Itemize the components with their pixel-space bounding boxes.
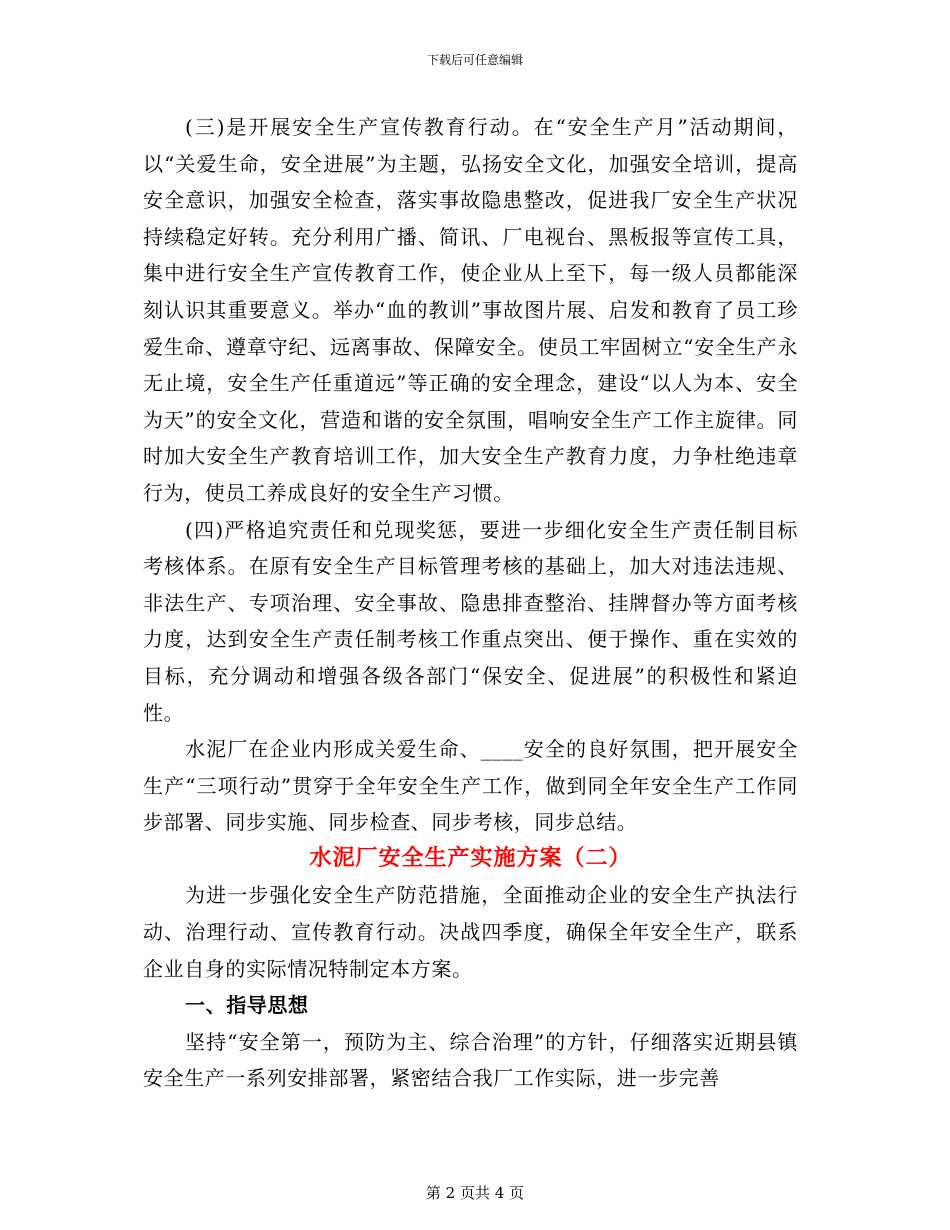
heading-guiding-ideology: 一、指导思想 [185, 993, 309, 1018]
page-footer: 第 2 页共 4 页 [425, 1184, 525, 1202]
section-title: 水泥厂安全生产实施方案（二） [309, 845, 632, 871]
paragraph-guiding-ideology: 坚持“安全第一，预防为主、综合治理”的方针，仔细落实近期县镇安全生产一系列安排部署，紧密结合我厂工作实际，进一步完善 [143, 1029, 798, 1091]
paragraph-responsibility-rewards: (四)严格追究责任和兑现奖惩，要进一步细化安全生产责任制目标考核体系。在原有安全生产目标管理考核的基础上，加大对违法违规、非法生产、专项治理、安全事故、隐患排查整治、挂牌督办等方面考核力度，达到安全生产责任制考核工作重点突出、便于操作、重在实效的目标，充分调动和增强各级各部门“保安全、促进展”的积极性和紧迫性。 [143, 517, 798, 725]
document-body [143, 109, 798, 1097]
paragraph-publicity-education: (三)是开展安全生产宣传教育行动。在“安全生产月”活动期间，以“关爱生命，安全进展”为主题，弘扬安全文化，加强安全培训，提高安全意识，加强安全检查，落实事故隐患整改，促进我厂安全生产状况持续稳定好转。充分利用广播、简讯、厂电视台、黑板报等宣传工具，集中进行安全生产宣传教育工作，使企业从上至下，每一级人员都能深刻认识其重要意义。举办“血的教训”事故图片展、启发和教育了员工珍爱生命、遵章守纪、远离事故、保障安全。使员工牢固树立“安全生产永无止境，安全生产任重道远”等正确的安全理念，建设“以人为本、安全为天”的安全文化，营造和谐的安全氛围，唱响安全生产工作主旋律。同时加大安全生产教育培训工作，加大安全生产教育力度，力争杜绝违章行为，使员工养成良好的安全生产习惯。 [143, 115, 798, 505]
page-header: 下载后可任意编辑 [426, 53, 523, 67]
paragraph-cement-plant-atmosphere: 水泥厂在企业内形成关爱生命、____安全的良好氛围，把开展安全生产“三项行动”贯穿于全年安全生产工作，做到同全年安全生产工作同步部署、同步实施、同步检查、同步考核，同步总结。 [143, 737, 798, 835]
paragraph-plan-intro: 为进一步强化安全生产防范措施，全面推动企业的安全生产执法行动、治理行动、宣传教育行动。决战四季度，确保全年安全生产，联系企业自身的实际情况特制定本方案。 [143, 883, 798, 981]
